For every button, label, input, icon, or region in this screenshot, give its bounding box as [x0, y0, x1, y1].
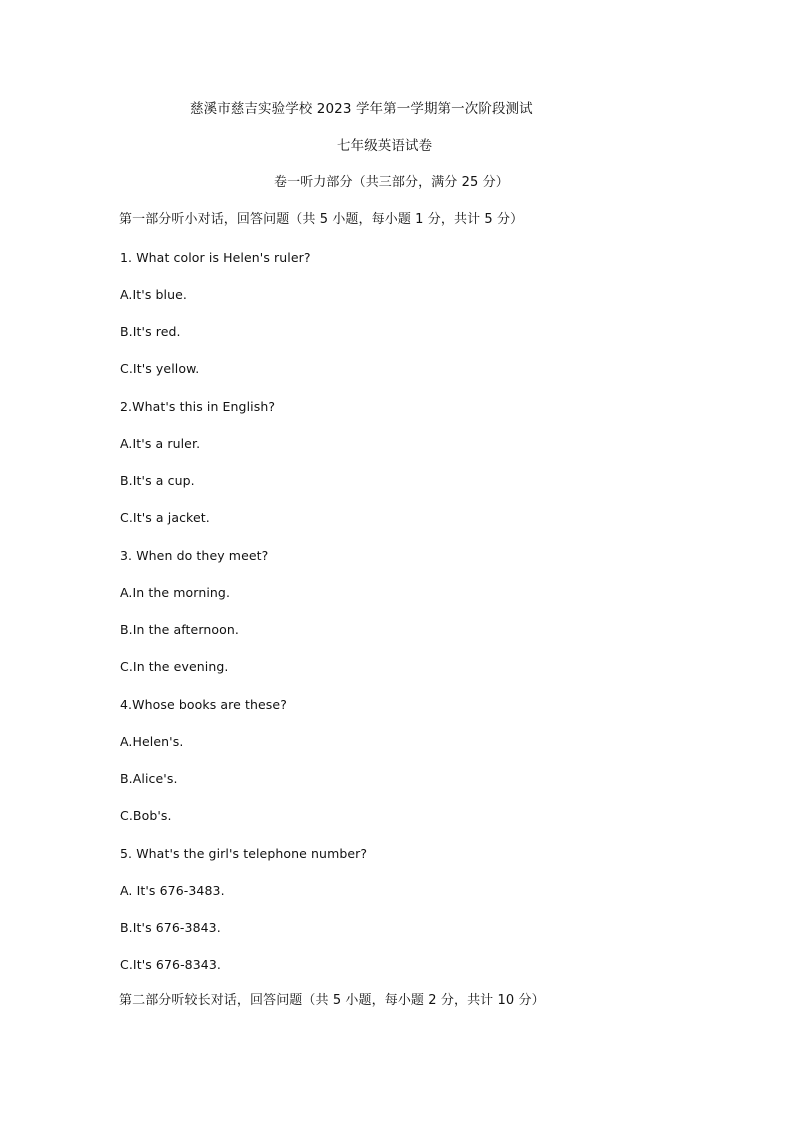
section2-heading: 第二部分听较长对话，回答问题（共 5 小题，每小题 2 分，共计 10 分）	[119, 993, 545, 1008]
question-1-option-b: B.It's red.	[120, 324, 181, 339]
exam-subtitle: 七年级英语试卷	[337, 138, 433, 154]
question-2-option-b: B.It's a cup.	[120, 473, 195, 488]
question-4: 4.Whose books are these?	[120, 697, 287, 712]
question-3-option-a: A.In the morning.	[120, 585, 231, 600]
question-1-option-c: C.It's yellow.	[120, 361, 200, 376]
listening-part-heading: 卷一听力部分（共三部分，满分 25 分）	[274, 175, 509, 190]
question-3-option-c: C.In the evening.	[120, 659, 229, 674]
question-4-option-b: B.Alice's.	[120, 771, 178, 786]
question-4-option-a: A.Helen's.	[120, 734, 184, 749]
section1-heading: 第一部分听小对话，回答问题（共 5 小题，每小题 1 分，共计 5 分）	[119, 212, 524, 227]
question-2-option-c: C.It's a jacket.	[120, 510, 210, 525]
question-2-option-a: A.It's a ruler.	[120, 436, 201, 451]
question-1: 1. What color is Helen's ruler?	[120, 250, 311, 265]
question-3-option-b: B.In the afternoon.	[120, 622, 239, 637]
question-5-option-a: A. It's 676-3483.	[120, 883, 225, 898]
question-3: 3. When do they meet?	[120, 548, 269, 563]
exam-title: 慈溪市慈吉实验学校 2023 学年第一学期第一次阶段测试	[190, 101, 533, 117]
question-4-option-c: C.Bob's.	[120, 808, 172, 823]
question-5-option-b: B.It's 676-3843.	[120, 920, 221, 935]
question-5: 5. What's the girl's telephone number?	[120, 846, 368, 861]
question-5-option-c: C.It's 676-8343.	[120, 957, 221, 972]
question-1-option-a: A.It's blue.	[120, 287, 188, 302]
question-2: 2.What's this in English?	[120, 399, 276, 414]
